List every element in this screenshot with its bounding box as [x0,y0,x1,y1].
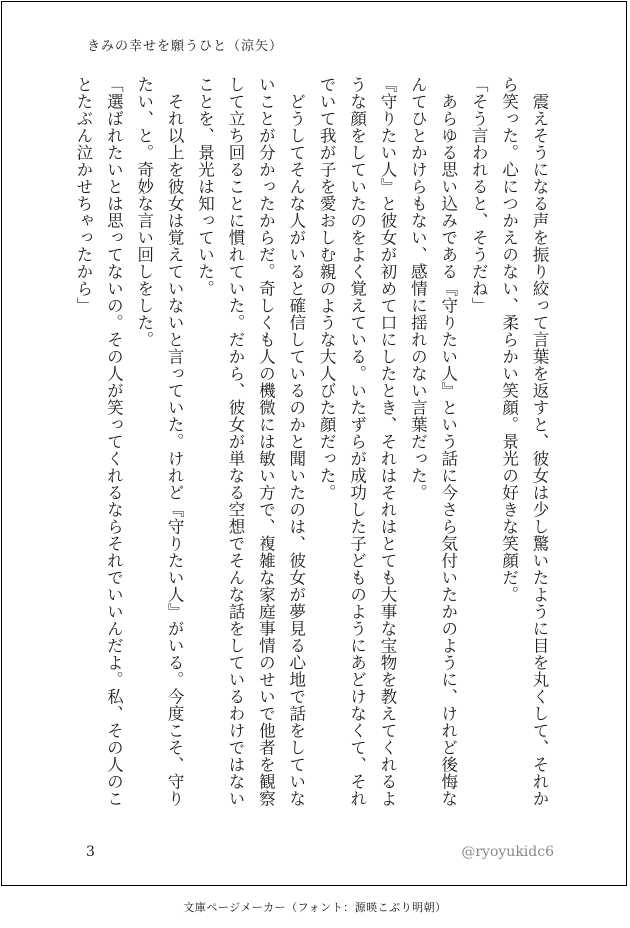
novel-body-text [68,76,555,816]
author-handle: @ryoyukidc6 [461,844,554,860]
page-title: きみの幸せを願うひと（涼矢） [87,39,284,54]
paragraph: それ以上を彼女は覚えていないと言っていた。けれど『守りたい人』がいる。今度こそ、守りたい、と。奇妙な言い回しをした。 [134,76,185,807]
page-frame [1,1,627,886]
page-number: 3 [86,844,95,860]
paragraph: 「選ばれたいとは思ってないの。その人が笑ってくれるならそれでいいんだよ。私、その人のことたぶん泣かせちゃったから」 [73,76,124,807]
paragraph: あらゆる思い込みである『守りたい人』という話に今さら気付いたかのように、けれど後悔なんてひとかけらもない、感情に揺れのない言葉だった。 [408,76,458,807]
paragraph: 「そう言われると、そうだね」 [469,76,489,314]
paragraph: 『守りたい人』と彼女が初めて口にしたとき、それはそれはとても大事な宝物を教えてくれるような顔をしていたのをよく覚えている。いたずらが成功した子どものようにあどけなくて、それでいて我が子を愛おしむ親のような大人びた顔だった。 [317,76,397,807]
paragraph: 震えそうになる声を振り絞って言葉を返すと、彼女は少し驚いたように目を丸くして、それから笑った。心につかえのない、柔らかい笑顔。景光の好きな笑顔だ。 [499,76,549,807]
generator-caption: 文庫ページメーカー（フォント：源暎こぶり明朝） [183,901,447,914]
paragraph: どうしてそんな人がいると確信しているのかと聞いたのは、彼女が夢見る心地で話をしていないことが分かったからだ。奇しくも人の機微には敏い方で、複雑な家庭事情のせいで他者を観察して立ち回ることに慣れていた。だから、彼女が単なる空想でそんな話をしているわけではないことを、景光は知っていた。 [195,76,306,807]
